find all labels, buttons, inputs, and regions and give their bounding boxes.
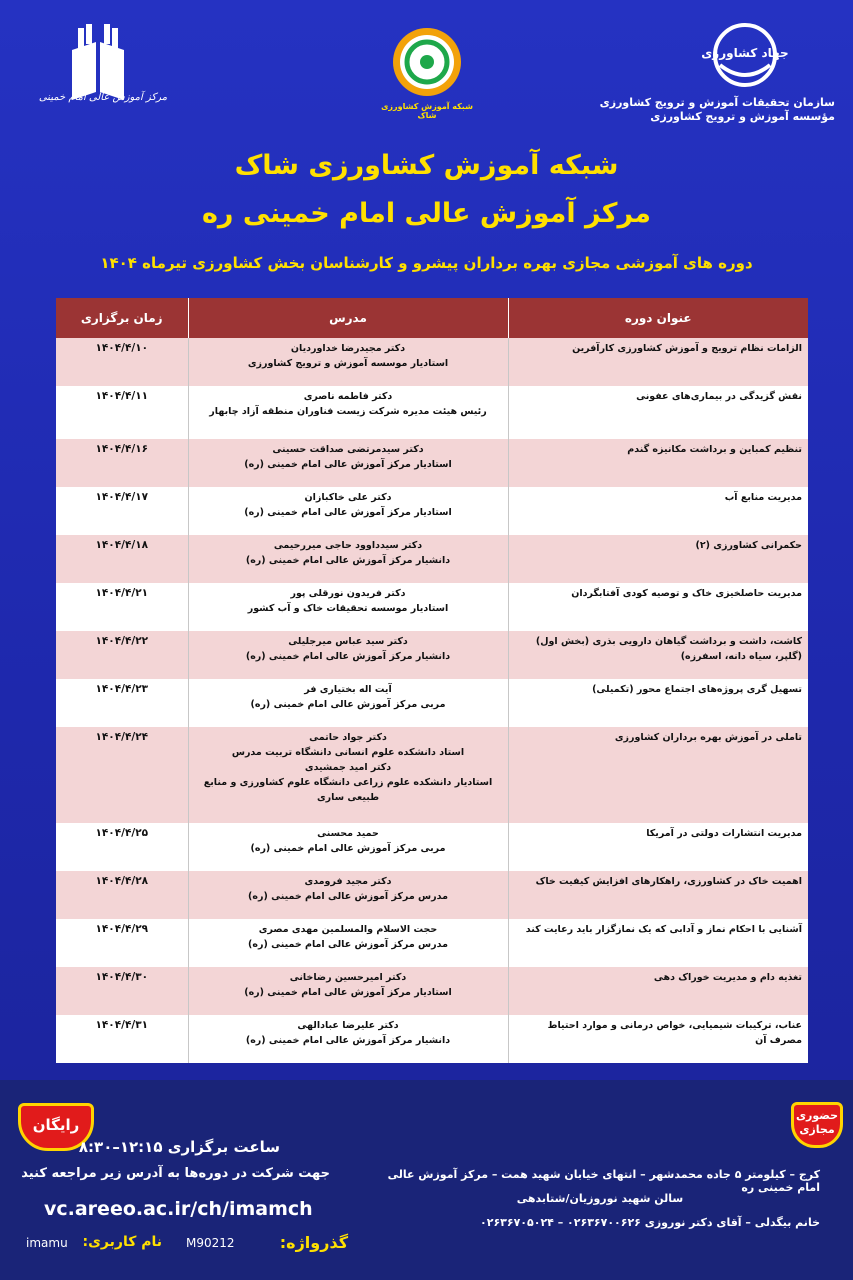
teacher-line: رئیس هیئت مدیره شرکت زیست فناوران منطقه آزاد چابهار (209, 406, 487, 417)
course-teacher (188, 338, 508, 386)
teacher-line: دکتر جواد حاتمی (309, 732, 387, 743)
course-teacher (188, 919, 508, 967)
course-date: ۱۴۰۴/۴/۲۲ (56, 631, 188, 679)
course-teacher (188, 439, 508, 487)
table-row (56, 1015, 808, 1063)
teacher-line: دکتر سیدداوود حاجی میررحیمی (273, 540, 423, 551)
teacher-line: دانشیار مرکز آموزش عالی امام خمینی (ره) (245, 1035, 451, 1046)
teacher-line: مدرس مرکز آموزش عالی امام خمینی (ره) (248, 891, 448, 902)
table-header-row (56, 298, 808, 338)
course-teacher (188, 631, 508, 679)
teacher-line: مربی مرکز آموزش عالی امام خمینی (ره) (250, 699, 446, 710)
teacher-line: دانشیار مرکز آموزش عالی امام خمینی (ره) (245, 651, 451, 662)
course-date: ۱۴۰۴/۴/۱۷ (56, 487, 188, 535)
course-teacher (188, 871, 508, 919)
course-title: اهمیت خاک در کشاورزی، راهکارهای افزایش کیفیت خاک (508, 871, 808, 919)
contact-phones: خانم بیگدلی – آقای دکتر نوروزی ۰۲۶۳۶۷۰۰۶۲۶ – ۰۲۶۳۶۷۰۵۰۲۴ (480, 1216, 820, 1229)
course-date: ۱۴۰۴/۴/۳۰ (56, 967, 188, 1015)
course-date: ۱۴۰۴/۴/۲۳ (56, 679, 188, 727)
org-line-1: سازمان تحقیقات آموزش و ترویج کشاورزی (599, 96, 835, 109)
teacher-line: استادیار موسسه آموزش و ترویج کشاورزی (247, 358, 449, 369)
teacher-line: حجت الاسلام والمسلمین مهدی مصری (258, 924, 438, 935)
teacher-line: استاد دانشکده علوم انسانی دانشگاه تربیت مدرس (231, 747, 465, 758)
teacher-line: مربی مرکز آموزش عالی امام خمینی (ره) (250, 843, 446, 854)
course-date: ۱۴۰۴/۴/۱۱ (56, 386, 188, 439)
header-teacher: مدرس (188, 298, 508, 338)
course-title: تسهیل گری پروژه‌های اجتماع محور (تکمیلی) (508, 679, 808, 727)
course-date: ۱۴۰۴/۴/۲۱ (56, 583, 188, 631)
teacher-line: دکتر مجیدرضا خداوردیان (290, 343, 406, 354)
course-date: ۱۴۰۴/۴/۲۹ (56, 919, 188, 967)
virtual-class-link[interactable]: vc.areeo.ac.ir/ch/imamch (44, 1198, 313, 1220)
course-teacher (188, 386, 508, 439)
course-teacher (188, 727, 508, 823)
teacher-line: استادیار مرکز آموزش عالی امام خمینی (ره) (244, 459, 452, 470)
username-value: imamu (26, 1236, 68, 1250)
jahad-keshavarzi-logo (700, 20, 790, 90)
address-line-2: سالن شهید نوروزیان/شتابدهی (516, 1192, 684, 1205)
course-title: مدیریت منابع آب (508, 487, 808, 535)
course-teacher (188, 679, 508, 727)
course-title: حکمرانی کشاورزی (۲) (508, 535, 808, 583)
header-course-title: عنوان دوره (508, 298, 808, 338)
course-date: ۱۴۰۴/۴/۳۱ (56, 1015, 188, 1063)
free-badge: رایگان (18, 1103, 94, 1151)
shak-network-logo (382, 24, 472, 124)
course-title: آشنایی با احکام نماز و آدابی که یک نمازگزار باید رعایت کند (508, 919, 808, 967)
course-table (56, 298, 808, 1060)
org-line-2: مؤسسه آموزش و ترویج کشاورزی (650, 110, 835, 123)
teacher-line: دکتر سیدمرتضی صداقت حسینی (272, 444, 424, 455)
table-row (56, 583, 808, 631)
organization-names (595, 96, 835, 124)
teacher-line: دکتر امیرحسین رضاخانی (289, 972, 407, 983)
main-title: شبکه آموزش کشاورزی شاک (234, 150, 619, 181)
teacher-line: دکتر سید عباس میرجلیلی (288, 636, 408, 647)
teacher-line: دکتر مجید فرومدی (304, 876, 392, 887)
teacher-line: استادیار مرکز آموزش عالی امام خمینی (ره) (244, 987, 452, 998)
password-value: M90212 (186, 1236, 235, 1250)
teacher-line: دانشیار مرکز آموزش عالی امام خمینی (ره) (245, 555, 451, 566)
imam-khomeini-center-logo (38, 14, 168, 124)
course-title: کاشت، داشت و برداشت گیاهان دارویی بذری (بخش اول) (گلپر، سیاه دانه، اسفرزه) (508, 631, 808, 679)
teacher-line: استادیار مرکز آموزش عالی امام خمینی (ره) (244, 507, 452, 518)
course-teacher (188, 487, 508, 535)
table-row (56, 338, 808, 386)
course-date: ۱۴۰۴/۴/۲۸ (56, 871, 188, 919)
header (0, 0, 853, 140)
main-subtitle: مرکز آموزش عالی امام خمینی ره (201, 198, 652, 229)
table-row (56, 535, 808, 583)
teacher-line: استادیار موسسه تحقیقات خاک و آب کشور (247, 603, 449, 614)
course-title: مدیریت حاصلخیزی خاک و توصیه کودی آفتابگردان (508, 583, 808, 631)
table-row (56, 487, 808, 535)
table-row (56, 439, 808, 487)
table-row (56, 386, 808, 439)
username-label: نام کاربری: (82, 1234, 162, 1250)
course-teacher (188, 535, 508, 583)
teacher-line: دکتر علی خاکبازان (304, 492, 392, 503)
teacher-line: استادیار دانشکده علوم زراعی دانشگاه علوم کشاورزی و منابع طبیعی ساری (203, 777, 493, 803)
join-instructions: جهت شرکت در دوره‌ها به آدرس زیر مراجعه کنید (21, 1166, 330, 1181)
course-title: الزامات نظام ترویج و آموزش کشاورزی کارآفرین (508, 338, 808, 386)
attendance-mode-badge (791, 1102, 843, 1148)
course-title: مدیریت انتشارات دولتی در آمریکا (508, 823, 808, 871)
table-row (56, 679, 808, 727)
course-title: تغذیه دام و مدیریت خوراک دهی (508, 967, 808, 1015)
header-date: زمان برگزاری (56, 298, 188, 338)
session-time: ساعت برگزاری ۱۲:۱۵–۸:۳۰ (78, 1138, 280, 1156)
table-row (56, 967, 808, 1015)
teacher-line: دکتر فاطمه ناصری (303, 391, 393, 402)
course-date: ۱۴۰۴/۴/۱۶ (56, 439, 188, 487)
teacher-line: دکتر فریدون نورقلی پور (290, 588, 406, 599)
center-logo-text: شبکه آموزش کشاورزی شاک (381, 102, 473, 120)
course-date: ۱۴۰۴/۴/۲۴ (56, 727, 188, 823)
teacher-line: مدرس مرکز آموزش عالی امام خمینی (ره) (248, 939, 448, 950)
right-logo-text: جهاد کشاورزی (701, 46, 789, 60)
course-series-title: دوره های آموزشی مجازی بهره برداران پیشرو و کارشناسان بخش کشاورزی تیرماه ۱۴۰۴ (100, 254, 753, 272)
course-title: تاملی در آموزش بهره برداران کشاورزی (508, 727, 808, 823)
course-teacher (188, 583, 508, 631)
course-teacher (188, 823, 508, 871)
table-row (56, 823, 808, 871)
password-label: گذرواژه: (279, 1233, 348, 1252)
left-logo-text: مرکز آموزش عالی امام خمینی (38, 92, 168, 103)
course-title: نقش گزیدگی در بیماری‌های عفونی (508, 386, 808, 439)
table-row (56, 871, 808, 919)
course-title: عناب، ترکیبات شیمیایی، خواص درمانی و موارد احتیاط مصرف آن (508, 1015, 808, 1063)
course-teacher (188, 967, 508, 1015)
course-teacher (188, 1015, 508, 1063)
table-row (56, 631, 808, 679)
course-date: ۱۴۰۴/۴/۱۰ (56, 338, 188, 386)
mode-in-person: حضوری (795, 1109, 839, 1122)
address-line-1: کرج – کیلومتر ۵ جاده محمدشهر – انتهای خیابان شهید همت – مرکز آموزش عالی امام خمینی ره (387, 1168, 820, 1194)
course-title: تنظیم کمباین و برداشت مکانیزه گندم (508, 439, 808, 487)
teacher-line: دکتر امید جمشیدی (304, 762, 392, 773)
course-date: ۱۴۰۴/۴/۱۸ (56, 535, 188, 583)
teacher-line: حمید محسنی (317, 828, 379, 839)
table-row (56, 727, 808, 823)
teacher-line: دکتر علیرضا عبادالهی (297, 1020, 399, 1031)
mode-online: مجازی (799, 1123, 835, 1136)
teacher-line: آیت اله بختیاری فر (304, 684, 392, 695)
course-date: ۱۴۰۴/۴/۲۵ (56, 823, 188, 871)
table-row (56, 919, 808, 967)
